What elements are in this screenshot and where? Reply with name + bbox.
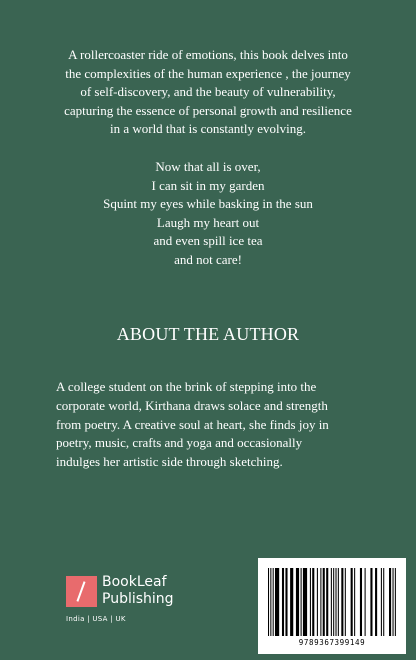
barcode-bar — [326, 568, 328, 636]
barcode-bar — [296, 568, 299, 636]
poem-line: Squint my eyes while basking in the sun — [103, 196, 313, 211]
barcode-bar — [383, 568, 384, 636]
book-blurb — [20, 46, 396, 139]
barcode-bar — [341, 568, 343, 636]
bio-line: indulges her artistic side through sketching. — [56, 454, 283, 470]
isbn-barcode — [258, 558, 406, 654]
barcode-bar — [282, 568, 284, 636]
isbn-number: 9789367399149 — [298, 638, 366, 647]
publisher-name — [102, 574, 174, 608]
blurb-line: A rollercoaster ride of emotions, this book delves into — [68, 47, 348, 62]
about-author-heading: ABOUT THE AUTHOR — [116, 324, 300, 344]
barcode-bar — [273, 568, 274, 636]
barcode-bar — [275, 568, 279, 636]
publisher-name-line1: BookLeaf — [102, 574, 167, 590]
barcode-bar — [389, 568, 391, 636]
bookleaf-logo-icon — [66, 576, 97, 607]
barcode-bar — [303, 568, 307, 636]
poem-line: and not care! — [174, 251, 242, 267]
barcode-bar — [301, 568, 302, 636]
barcode-bar — [375, 568, 377, 636]
publisher-name-line2: Publishing — [102, 591, 174, 607]
barcode-bar — [331, 568, 332, 636]
barcode-bar — [381, 568, 382, 636]
blurb-line: capturing the essence of personal growth and resilience — [64, 102, 352, 118]
poem-line: Laugh my heart out — [156, 214, 260, 230]
blurb-line: of self-discovery, and the beauty of vulnerability, — [80, 84, 336, 99]
blurb-line: in a world that is constantly evolving. — [109, 121, 307, 136]
poem-excerpt — [20, 158, 396, 269]
barcode-bar — [333, 568, 334, 636]
barcode-bars — [268, 568, 396, 636]
barcode-bar — [310, 568, 311, 636]
bio-line: corporate world, Kirthana draws solace and strength — [56, 397, 328, 413]
barcode-bar — [323, 568, 325, 636]
blurb-line: the complexities of the human experience , the journey — [65, 65, 351, 81]
barcode-bar — [354, 568, 355, 636]
barcode-bar — [268, 568, 269, 636]
poem-line: Now that all is over, — [155, 159, 261, 174]
bio-line: from poetry. A creative soul at heart, she finds joy in — [56, 416, 329, 432]
author-bio — [56, 378, 372, 472]
barcode-bar — [345, 568, 346, 636]
slash-mark — [76, 581, 85, 601]
barcode-bar — [360, 568, 362, 636]
barcode-bar — [395, 568, 396, 636]
barcode-bar — [370, 568, 372, 636]
barcode-bar — [335, 568, 336, 636]
poem-line: and even spill ice tea — [153, 233, 263, 248]
barcode-bar — [270, 568, 271, 636]
barcode-bar — [317, 568, 318, 636]
barcode-bar — [320, 568, 321, 636]
bio-line: A college student on the brink of stepping into the — [56, 379, 317, 394]
barcode-bar — [285, 568, 287, 636]
bio-line: poetry, music, crafts and yoga and occasionally — [56, 435, 303, 451]
publisher-regions: India | USA | UK — [66, 615, 126, 623]
poem-line: I can sit in my garden — [151, 177, 265, 193]
publisher-logo — [66, 574, 186, 636]
barcode-bar — [351, 568, 353, 636]
barcode-bar — [312, 568, 314, 636]
barcode-bar — [290, 568, 293, 636]
barcode-bar — [338, 568, 339, 636]
barcode-bar — [393, 568, 394, 636]
barcode-bar — [365, 568, 366, 636]
